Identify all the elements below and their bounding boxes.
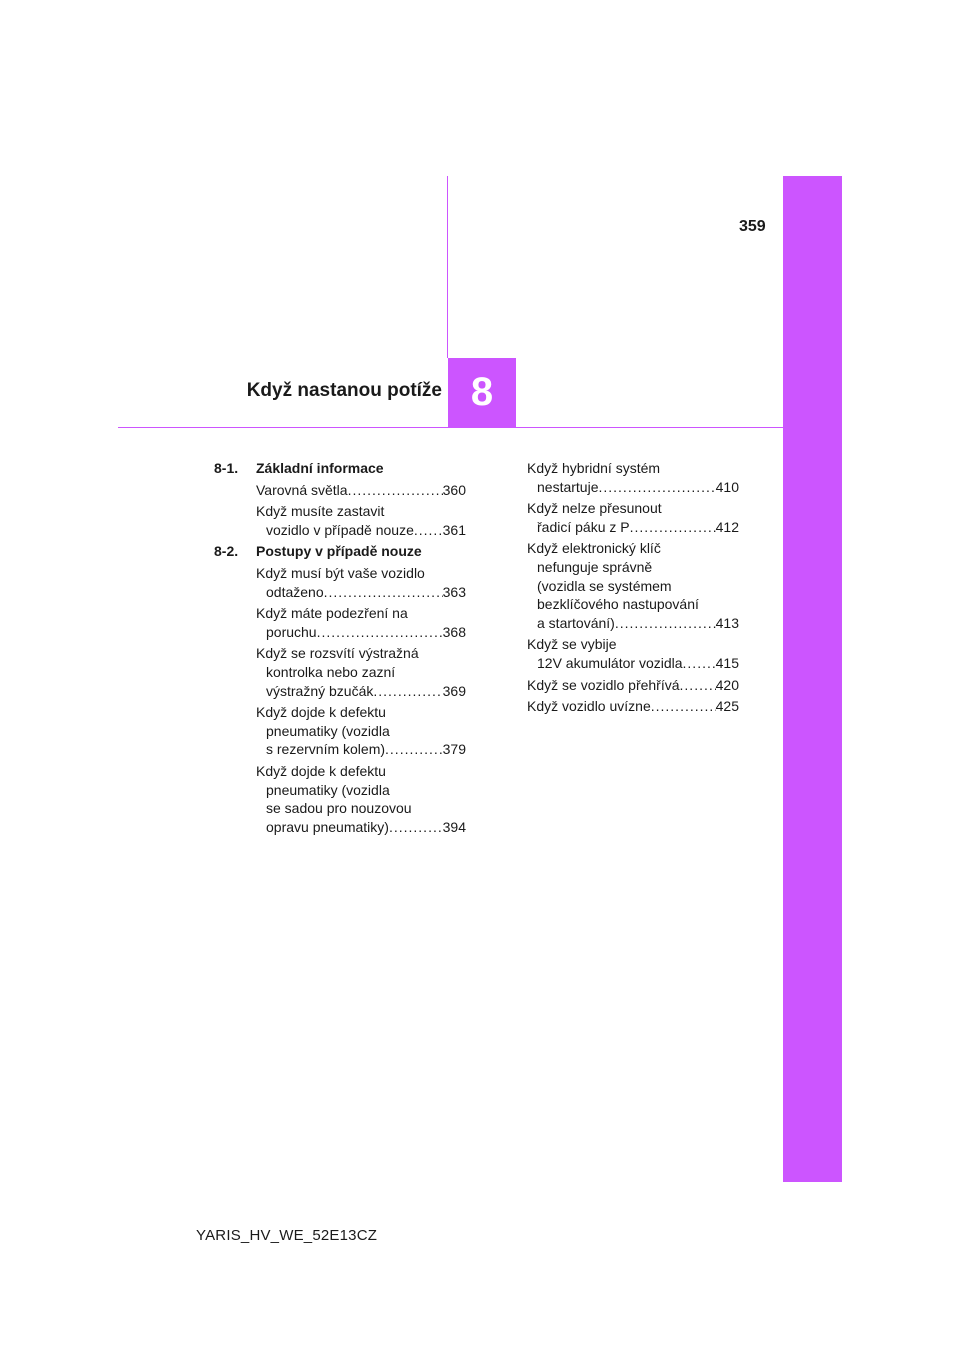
toc-entry-line: Když se rozsvítí výstražná xyxy=(256,645,419,662)
toc-entry[interactable] xyxy=(527,697,739,716)
toc-entry-line: Když dojde k defektu xyxy=(256,704,386,721)
toc-entry-text: opravu pneumatiky) xyxy=(266,818,389,835)
toc-entries xyxy=(527,459,739,716)
toc-page-number: 420 xyxy=(715,676,739,693)
chapter-number-box xyxy=(448,358,516,427)
toc-entry-line xyxy=(527,654,739,673)
dot-leader xyxy=(680,676,716,695)
toc-entry-text: Varovná světla xyxy=(256,481,348,498)
toc-page-number: 425 xyxy=(715,698,739,715)
toc-entry-line: pneumatiky (vozidla xyxy=(266,722,390,739)
toc-entry-line xyxy=(256,740,466,759)
dot-leader xyxy=(630,518,716,537)
document-code: YARIS_HV_WE_52E13CZ xyxy=(196,1227,378,1244)
toc-section-heading[interactable] xyxy=(214,459,466,478)
section-title: Základní informace xyxy=(256,460,384,476)
toc-entry-line: se sadou pro nouzovou xyxy=(266,800,412,817)
toc-entry[interactable] xyxy=(527,635,739,672)
toc-page-number: 363 xyxy=(442,583,466,600)
toc-entry-line: Když musíte zastavit xyxy=(256,503,385,520)
toc-page-number: 369 xyxy=(442,682,466,699)
toc-entry[interactable] xyxy=(256,502,466,539)
toc-page-number: 412 xyxy=(715,518,739,535)
toc-entry[interactable] xyxy=(527,459,739,496)
toc-entry-line xyxy=(527,518,739,537)
toc-column-left xyxy=(214,459,466,839)
toc-page-number: 415 xyxy=(715,654,739,671)
toc-entry-line: bezklíčového nastupování xyxy=(537,596,699,613)
vertical-divider xyxy=(447,176,448,358)
toc-entry[interactable] xyxy=(527,539,739,632)
horizontal-divider xyxy=(118,427,783,428)
toc-entry-line: Když musí být vaše vozidlo xyxy=(256,564,425,581)
toc-entry-text: poruchu xyxy=(266,623,317,640)
toc-page-number: 410 xyxy=(715,478,739,495)
dot-leader xyxy=(651,697,716,716)
toc-entry-text: nestartuje xyxy=(537,478,599,495)
dot-leader xyxy=(598,478,715,497)
toc-section-heading[interactable] xyxy=(214,542,466,561)
toc-entry-text: Když vozidlo uvízne xyxy=(527,698,651,715)
dot-leader xyxy=(373,682,442,701)
dot-leader xyxy=(317,623,443,642)
toc-page-number: 394 xyxy=(442,818,466,835)
dot-leader xyxy=(683,654,716,673)
toc-entry-line: nefunguje správně xyxy=(537,558,653,575)
toc-page-number: 361 xyxy=(442,521,466,538)
toc-entry-line: kontrolka nebo zazní xyxy=(266,663,396,680)
toc-entries xyxy=(256,564,466,836)
toc-entry-text: Když se vozidlo přehřívá xyxy=(527,676,680,693)
dot-leader xyxy=(414,521,443,540)
toc-entry-line xyxy=(256,521,466,540)
toc-entries xyxy=(256,481,466,540)
toc-entry-line: Když hybridní systém xyxy=(527,460,661,476)
toc-entry[interactable] xyxy=(527,676,739,695)
toc-entry-text: a startování) xyxy=(537,614,615,631)
toc-entry-line xyxy=(527,614,739,633)
section-number: 8-2. xyxy=(214,543,239,560)
toc-page-number: 413 xyxy=(715,614,739,631)
toc-entry-line: Když máte podezření na xyxy=(256,605,408,622)
toc-entry-text: vozidlo v případě nouze xyxy=(266,521,414,538)
toc-page-number: 379 xyxy=(442,741,466,758)
toc-column-right xyxy=(527,459,739,719)
toc-entry[interactable] xyxy=(256,481,466,500)
toc-entry-line xyxy=(256,481,466,500)
toc-entry-text: 12V akumulátor vozidla xyxy=(537,654,683,671)
toc-entry-line: Když nelze přesunout xyxy=(527,500,662,517)
toc-page-number: 360 xyxy=(442,481,466,498)
toc-entry-text: s rezervním kolem) xyxy=(266,741,386,758)
toc-entry[interactable] xyxy=(256,703,466,759)
toc-entry[interactable] xyxy=(256,564,466,601)
dot-leader xyxy=(389,818,443,837)
toc-entry-line xyxy=(527,697,739,716)
toc-entry-line: pneumatiky (vozidla xyxy=(266,781,390,798)
dot-leader xyxy=(385,740,443,759)
toc-entry-line xyxy=(256,583,466,602)
chapter-title: Když nastanou potíže xyxy=(246,380,442,401)
chapter-side-tab xyxy=(783,176,842,1182)
dot-leader xyxy=(348,481,443,500)
chapter-number: 8 xyxy=(470,370,494,414)
page-number: 359 xyxy=(739,218,766,235)
dot-leader xyxy=(615,614,716,633)
toc-entry-line: (vozidla se systémem xyxy=(537,577,672,594)
toc-entry-line xyxy=(256,818,466,837)
toc-entry-text: odtaženo xyxy=(266,583,324,600)
toc-entry-text: řadicí páku z P xyxy=(537,518,630,535)
toc-page-number: 368 xyxy=(442,623,466,640)
toc-entry-line xyxy=(527,676,739,695)
toc-entry[interactable] xyxy=(527,499,739,536)
toc-entry-line: Když elektronický klíč xyxy=(527,540,661,557)
toc-entry-line xyxy=(527,478,739,497)
toc-entry-line xyxy=(256,682,466,701)
toc-entry[interactable] xyxy=(256,762,466,836)
section-number: 8-1. xyxy=(214,460,239,476)
toc-entry-line xyxy=(256,623,466,642)
toc-entry[interactable] xyxy=(256,644,466,700)
toc-entry-text: výstražný bzučák xyxy=(266,682,374,699)
toc-entry[interactable] xyxy=(256,604,466,641)
section-title: Postupy v případě nouze xyxy=(256,543,422,560)
toc-entry-line: Když se vybije xyxy=(527,636,617,653)
toc-entry-line: Když dojde k defektu xyxy=(256,762,386,779)
dot-leader xyxy=(324,583,443,602)
